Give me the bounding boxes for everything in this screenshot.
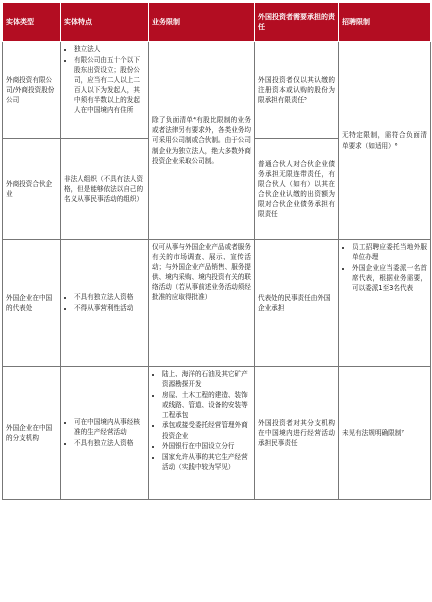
business-restrictions-cell: 除了负面清单⁴有股比限制的业务或者法律另有要求外，各类业务均可采用公司制或合伙制。由于公司制企业为独立法人，绝大多数外商投资企业采取公司制。: [149, 42, 255, 240]
investor-liability-cell: 外国投资者仅以其认缴的注册资本或认购的股份为限承担有限责任⁵: [255, 42, 339, 139]
header-entity-features: 实体特点: [61, 3, 149, 42]
recruitment-restrictions-cell: 无特定限制，需符合负面清单要求（如适用）⁶: [339, 42, 431, 240]
entity-type-cell: 外商投资合伙企业: [3, 139, 61, 240]
entity-type-cell: 外商投资有限公司/外商投资股份公司: [3, 42, 61, 139]
table-row: [3, 240, 431, 367]
features-list: [64, 417, 145, 448]
recruitment-list: [342, 242, 427, 293]
features-list: [64, 44, 145, 115]
list-item: • 承包或接受委托经营管理外商投资企业: [162, 420, 251, 440]
list-item: • 独立法人: [74, 44, 145, 54]
entity-features-cell: [61, 240, 149, 367]
list-item: • 有限公司由五十个以下股东出资设立；股份公司，应当有二人以上二百人以下为发起人，其中须有半数以上的发起人在中国境内有住所: [74, 55, 145, 116]
entity-type-cell: 外国企业在中国的分支机构: [3, 367, 61, 500]
list-item: • 可在中国境内从事经核准的生产经营活动: [74, 417, 145, 437]
business-restrictions-cell: [149, 367, 255, 500]
table-row: [3, 367, 431, 500]
investor-liability-cell: 代表处的民事责任由外国企业承担: [255, 240, 339, 367]
header-recruitment-restrictions: 招聘限制: [339, 3, 431, 42]
entity-features-cell: [61, 42, 149, 139]
recruitment-restrictions-cell: 未见有法规明确限制⁷: [339, 367, 431, 500]
list-item: • 不得从事营利性活动: [74, 303, 145, 313]
list-item: • 员工招聘应委托当地外服单位办理: [352, 242, 427, 262]
features-list: [64, 292, 145, 313]
list-item: • 不具有独立法人资格: [74, 438, 145, 448]
header-business-restrictions: 业务限制: [149, 3, 255, 42]
recruitment-restrictions-cell: [339, 240, 431, 367]
list-item: • 国家允许从事的其它生产经营活动（实践中较为罕见）: [162, 452, 251, 472]
header-entity-type: 实体类型: [3, 3, 61, 42]
entity-features-cell: [61, 367, 149, 500]
investor-liability-cell: 普通合伙人对合伙企业债务承担无限连带责任，有限合伙人（如有）以其在合伙企业认缴的出资额为限对合伙企业债务承担有限责任: [255, 139, 339, 240]
list-item: • 不具有独立法人资格: [74, 292, 145, 302]
business-list: [152, 369, 251, 472]
list-item: • 房屋、土木工程的建造、装饰或线路、管道、设备的安装等工程承包: [162, 390, 251, 420]
header-investor-liability: 外国投资者需要承担的责任: [255, 3, 339, 42]
entity-type-cell: 外国企业在中国的代表处: [3, 240, 61, 367]
entity-comparison-table: [2, 2, 431, 500]
list-item: • 外国银行在中国设立分行: [162, 441, 251, 451]
table-row: [3, 42, 431, 139]
investor-liability-cell: 外国投资者对其分支机构在中国境内进行经营活动承担民事责任: [255, 367, 339, 500]
list-item: • 外国企业应当委派一名首席代表，根据业务需要，可以委派1至3名代表: [352, 263, 427, 293]
entity-features-cell: 非法人组织（不具有法人资格，但是能够依法以自己的名义从事民事活动的组织）: [61, 139, 149, 240]
business-restrictions-cell: 仅可从事与外国企业产品或者服务有关的市场调查、展示、宣传活动；与外国企业产品销售、服务提供、境内采购、境内投资有关的联络活动（若从事前述业务活动须经批准的应取得批准）: [149, 240, 255, 367]
header-row: [3, 3, 431, 42]
list-item: • 陆上、海洋的石油及其它矿产资源勘探开发: [162, 369, 251, 389]
